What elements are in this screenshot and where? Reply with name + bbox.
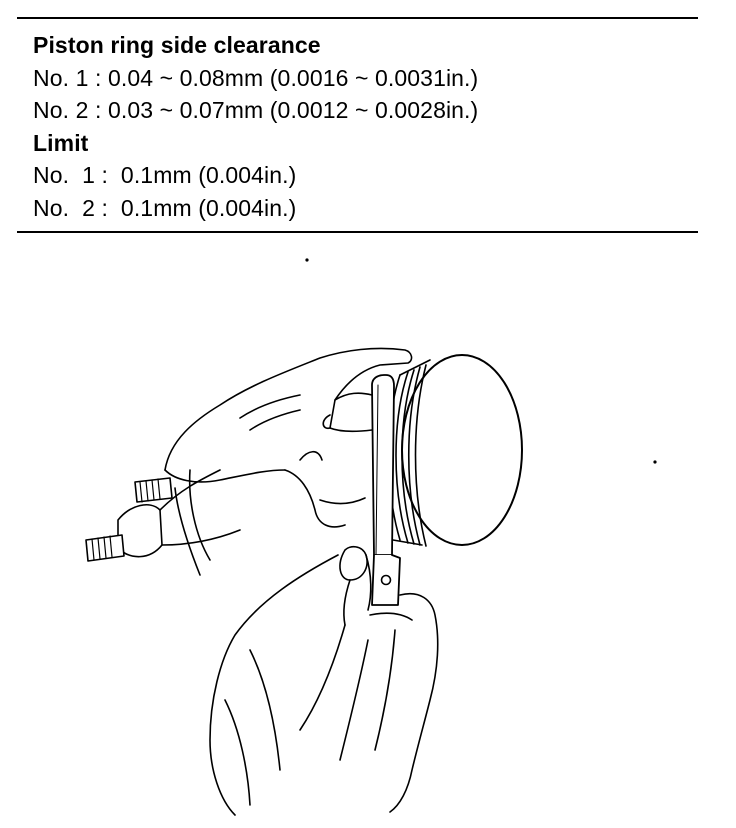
piston-feeler-gauge-illustration [0, 240, 736, 828]
spec-standard-no2: No. 2 : 0.03 ~ 0.07mm (0.0012 ~ 0.0028in.) [33, 97, 479, 123]
connecting-rod [86, 470, 240, 561]
spec-standard-no1: No. 1 : 0.04 ~ 0.08mm (0.0016 ~ 0.0031in.) [33, 64, 479, 91]
limit-no1: No. 1 : 0.1mm (0.004in.) [33, 162, 297, 188]
feeler-gauge [372, 375, 400, 605]
specification-box [17, 17, 698, 233]
piston [389, 355, 522, 546]
limit-heading: Limit [33, 129, 89, 156]
spec-heading: Piston ring side clearance [33, 32, 321, 58]
limit-no2: No. 2 : 0.1mm (0.004in.) [33, 194, 297, 221]
lower-hand [210, 547, 438, 815]
